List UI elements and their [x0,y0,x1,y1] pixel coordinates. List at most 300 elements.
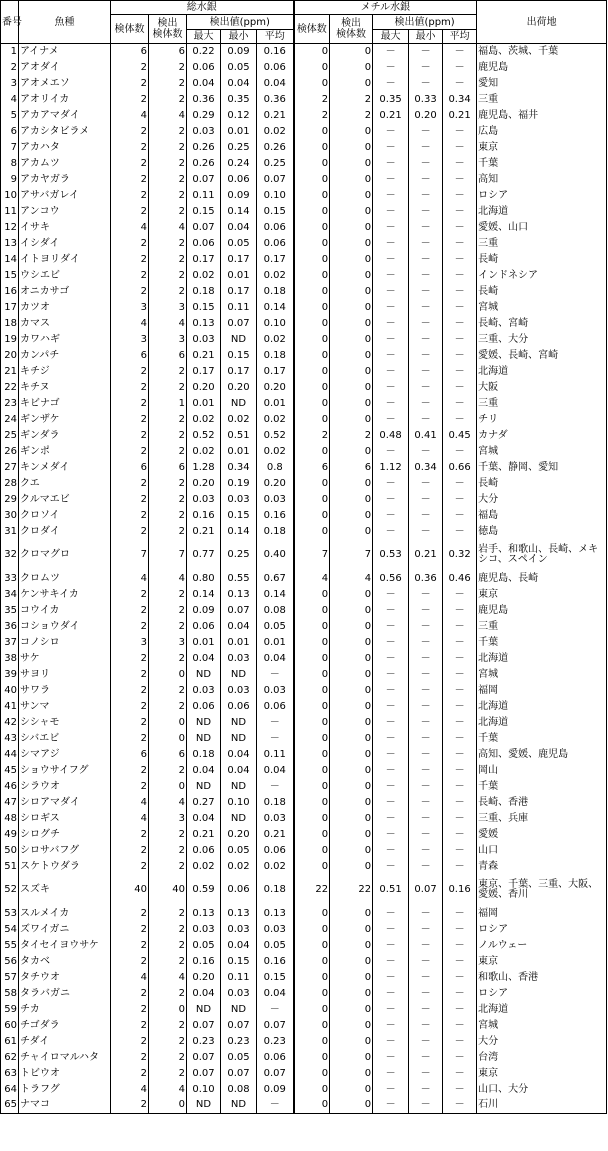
total-max: 0.06 [187,236,221,252]
methyl-max: － [373,444,409,460]
total-samples: 2 [111,859,149,875]
methyl-detected: 0 [330,619,373,635]
total-samples: 2 [111,1034,149,1050]
species-name: クエ [19,476,111,492]
total-detected: 2 [149,1050,187,1066]
methyl-samples: 0 [294,635,330,651]
total-detected: 2 [149,603,187,619]
origin: 長崎 [477,476,607,492]
total-samples: 3 [111,332,149,348]
methyl-avg: － [443,827,477,843]
methyl-detected: 0 [330,188,373,204]
methyl-samples: 0 [294,508,330,524]
species-name: アオリイカ [19,92,111,108]
methyl-min: － [409,1098,443,1114]
total-samples: 2 [111,140,149,156]
methyl-max: － [373,827,409,843]
methyl-samples: 0 [294,922,330,938]
row-number: 27 [1,460,19,476]
row-number: 57 [1,970,19,986]
total-avg: 0.04 [257,651,294,667]
methyl-avg: － [443,859,477,875]
row-number: 50 [1,843,19,859]
table-row [1,827,607,843]
methyl-detected: 0 [330,667,373,683]
total-samples: 4 [111,220,149,236]
methyl-max: － [373,779,409,795]
methyl-samples: 0 [294,156,330,172]
methyl-min: － [409,715,443,731]
methyl-min: － [409,284,443,300]
total-detected: 3 [149,332,187,348]
total-detected: 2 [149,60,187,76]
total-min: 0.07 [221,316,257,332]
header-origin: 出荷地 [477,1,607,44]
species-name: アカシタビラメ [19,124,111,140]
total-min: 0.10 [221,795,257,811]
origin: 愛媛、山口 [477,220,607,236]
total-avg: 0.13 [257,906,294,922]
methyl-samples: 4 [294,571,330,587]
methyl-detected: 22 [330,875,373,906]
total-detected: 2 [149,619,187,635]
total-avg: － [257,779,294,795]
methyl-avg: － [443,683,477,699]
table-row [1,76,607,92]
species-name: アカムツ [19,156,111,172]
species-name: アオダイ [19,60,111,76]
total-samples: 2 [111,938,149,954]
total-min: ND [221,332,257,348]
table-row [1,1082,607,1098]
methyl-avg: 0.34 [443,92,477,108]
methyl-max: － [373,156,409,172]
table-row [1,236,607,252]
total-max: 0.11 [187,188,221,204]
origin: 千葉 [477,731,607,747]
methyl-avg: － [443,970,477,986]
methyl-min: － [409,859,443,875]
total-min: 0.25 [221,540,257,571]
total-detected: 3 [149,635,187,651]
methyl-max: － [373,970,409,986]
total-avg: 0.04 [257,763,294,779]
methyl-avg: － [443,444,477,460]
methyl-min: － [409,524,443,540]
methyl-detected: 0 [330,172,373,188]
methyl-detected: 0 [330,268,373,284]
total-avg: 0.02 [257,412,294,428]
table-row [1,843,607,859]
header-total-max: 最大 [187,30,221,44]
methyl-samples: 0 [294,300,330,316]
total-min: ND [221,811,257,827]
total-detected: 2 [149,986,187,1002]
methyl-samples: 0 [294,970,330,986]
table-row [1,252,607,268]
species-name: ギンダラ [19,428,111,444]
total-max: 0.07 [187,220,221,236]
methyl-avg: － [443,332,477,348]
total-min: 0.05 [221,236,257,252]
species-name: シロギス [19,811,111,827]
methyl-max: － [373,476,409,492]
methyl-min: － [409,300,443,316]
table-row [1,986,607,1002]
row-number: 15 [1,268,19,284]
table-body [1,44,607,1114]
total-avg: 0.21 [257,827,294,843]
species-name: カンパチ [19,348,111,364]
table-row [1,428,607,444]
total-detected: 4 [149,108,187,124]
methyl-min: － [409,188,443,204]
origin: 鹿児島、長崎 [477,571,607,587]
total-avg: 0.02 [257,268,294,284]
methyl-avg: － [443,412,477,428]
methyl-detected: 0 [330,236,373,252]
methyl-samples: 0 [294,667,330,683]
species-name: トビウオ [19,1066,111,1082]
total-avg: 0.20 [257,380,294,396]
total-max: 0.15 [187,204,221,220]
total-max: 0.18 [187,284,221,300]
table-row [1,188,607,204]
total-samples: 4 [111,571,149,587]
species-name: ナマコ [19,1098,111,1114]
species-name: ギンザケ [19,412,111,428]
species-name: ギンポ [19,444,111,460]
total-samples: 2 [111,1098,149,1114]
total-max: 0.13 [187,316,221,332]
total-min: 0.05 [221,843,257,859]
methyl-detected: 0 [330,795,373,811]
total-max: ND [187,715,221,731]
total-min: 0.02 [221,412,257,428]
methyl-avg: 0.45 [443,428,477,444]
total-samples: 6 [111,44,149,60]
total-samples: 2 [111,587,149,603]
total-avg: 0.06 [257,220,294,236]
species-name: タイセイヨウサケ [19,938,111,954]
methyl-min: － [409,827,443,843]
total-max: ND [187,779,221,795]
total-max: 1.28 [187,460,221,476]
methyl-avg: － [443,364,477,380]
methyl-detected: 0 [330,300,373,316]
origin: 東京、千葉、三重、大阪、愛媛、香川 [477,875,607,906]
total-samples: 2 [111,444,149,460]
methyl-max: － [373,1066,409,1082]
total-max: 0.04 [187,651,221,667]
row-number: 58 [1,986,19,1002]
row-number: 9 [1,172,19,188]
methyl-min: － [409,970,443,986]
total-max: 0.16 [187,954,221,970]
header-methyl-avg: 平均 [443,30,477,44]
species-name: キチジ [19,364,111,380]
species-name: オニカサゴ [19,284,111,300]
methyl-samples: 0 [294,44,330,60]
table-row [1,875,607,906]
total-avg: 0.05 [257,938,294,954]
total-avg: 0.15 [257,970,294,986]
total-detected: 2 [149,364,187,380]
methyl-samples: 0 [294,1098,330,1114]
row-number: 17 [1,300,19,316]
total-max: 0.21 [187,827,221,843]
methyl-avg: － [443,252,477,268]
row-number: 41 [1,699,19,715]
methyl-max: － [373,76,409,92]
methyl-avg: － [443,1066,477,1082]
total-samples: 2 [111,60,149,76]
total-detected: 2 [149,763,187,779]
methyl-max: － [373,635,409,651]
methyl-max: － [373,492,409,508]
table-row [1,476,607,492]
total-avg: 0.18 [257,795,294,811]
row-number: 4 [1,92,19,108]
total-max: 0.07 [187,172,221,188]
table-row [1,795,607,811]
total-samples: 2 [111,92,149,108]
total-min: 0.25 [221,140,257,156]
methyl-avg: － [443,44,477,60]
total-samples: 2 [111,619,149,635]
methyl-detected: 0 [330,124,373,140]
methyl-samples: 0 [294,316,330,332]
total-samples: 2 [111,699,149,715]
methyl-min: － [409,140,443,156]
species-name: ケンサキイカ [19,587,111,603]
methyl-max: － [373,284,409,300]
total-min: 0.24 [221,156,257,172]
origin: チリ [477,412,607,428]
total-avg: 0.03 [257,922,294,938]
methyl-min: － [409,444,443,460]
methyl-samples: 0 [294,843,330,859]
origin: 大分 [477,492,607,508]
total-samples: 2 [111,428,149,444]
total-max: 0.07 [187,1018,221,1034]
species-name: スケトウダラ [19,859,111,875]
total-min: 0.03 [221,986,257,1002]
origin: 千葉 [477,156,607,172]
species-name: サンマ [19,699,111,715]
total-avg: － [257,1098,294,1114]
row-number: 63 [1,1066,19,1082]
total-samples: 2 [111,603,149,619]
total-samples: 4 [111,316,149,332]
row-number: 2 [1,60,19,76]
total-samples: 2 [111,731,149,747]
total-detected: 2 [149,188,187,204]
methyl-detected: 0 [330,316,373,332]
methyl-detected: 0 [330,204,373,220]
total-min: 0.01 [221,268,257,284]
total-max: 0.10 [187,1082,221,1098]
table-row [1,284,607,300]
total-max: 0.20 [187,476,221,492]
methyl-avg: － [443,236,477,252]
methyl-max: － [373,1050,409,1066]
methyl-samples: 0 [294,60,330,76]
methyl-max: － [373,140,409,156]
methyl-max: － [373,364,409,380]
methyl-samples: 0 [294,188,330,204]
total-detected: 2 [149,906,187,922]
species-name: カワハギ [19,332,111,348]
methyl-max: － [373,124,409,140]
species-name: アイナメ [19,44,111,60]
methyl-min: － [409,508,443,524]
methyl-avg: － [443,587,477,603]
total-samples: 2 [111,667,149,683]
methyl-samples: 0 [294,492,330,508]
total-avg: 0.02 [257,124,294,140]
methyl-avg: － [443,124,477,140]
total-min: 0.02 [221,859,257,875]
methyl-detected: 0 [330,156,373,172]
header-total-hg: 総水銀 [111,1,294,15]
table-row [1,60,607,76]
row-number: 1 [1,44,19,60]
species-name: シバエビ [19,731,111,747]
origin: 鹿児島 [477,603,607,619]
row-number: 3 [1,76,19,92]
total-avg: 0.07 [257,1018,294,1034]
total-detected: 2 [149,524,187,540]
species-name: クロマグロ [19,540,111,571]
row-number: 13 [1,236,19,252]
methyl-detected: 0 [330,954,373,970]
methyl-max: 0.35 [373,92,409,108]
origin: 宮城 [477,667,607,683]
total-avg: － [257,1002,294,1018]
methyl-min: － [409,252,443,268]
origin: 広島 [477,124,607,140]
table-row [1,1066,607,1082]
total-min: 0.19 [221,476,257,492]
methyl-max: － [373,1082,409,1098]
total-avg: － [257,731,294,747]
origin: 長崎 [477,284,607,300]
total-max: 0.03 [187,683,221,699]
methyl-samples: 0 [294,76,330,92]
methyl-max: － [373,300,409,316]
row-number: 19 [1,332,19,348]
total-avg: 0.16 [257,508,294,524]
origin: 山口、大分 [477,1082,607,1098]
methyl-max: － [373,651,409,667]
header-methyl-max: 最大 [373,30,409,44]
methyl-detected: 0 [330,1018,373,1034]
table-row [1,300,607,316]
total-avg: 0.14 [257,587,294,603]
methyl-min: － [409,779,443,795]
total-samples: 4 [111,795,149,811]
methyl-min: － [409,603,443,619]
total-min: 0.04 [221,763,257,779]
total-avg: 0.06 [257,60,294,76]
origin: 長崎、香港 [477,795,607,811]
total-max: ND [187,667,221,683]
methyl-min: － [409,811,443,827]
row-number: 43 [1,731,19,747]
total-avg: 0.01 [257,635,294,651]
methyl-avg: － [443,140,477,156]
methyl-detected: 0 [330,715,373,731]
total-min: 0.09 [221,188,257,204]
total-samples: 2 [111,156,149,172]
row-number: 36 [1,619,19,635]
total-avg: 0.11 [257,747,294,763]
methyl-samples: 0 [294,268,330,284]
methyl-avg: － [443,508,477,524]
total-max: 0.02 [187,859,221,875]
header-total-detected: 検出 検体数 [149,15,187,44]
total-detected: 2 [149,380,187,396]
methyl-avg: 0.21 [443,108,477,124]
total-max: 0.06 [187,699,221,715]
total-max: 0.23 [187,1034,221,1050]
total-samples: 2 [111,412,149,428]
total-detected: 2 [149,156,187,172]
methyl-avg: － [443,906,477,922]
methyl-samples: 0 [294,859,330,875]
methyl-detected: 0 [330,1082,373,1098]
origin: 北海道 [477,715,607,731]
table-row [1,124,607,140]
species-name: クルマエビ [19,492,111,508]
table-row [1,747,607,763]
total-max: 0.02 [187,444,221,460]
methyl-min: － [409,364,443,380]
total-samples: 4 [111,1082,149,1098]
methyl-min: － [409,204,443,220]
total-detected: 3 [149,300,187,316]
species-name: チゴダラ [19,1018,111,1034]
table-row [1,938,607,954]
methyl-max: － [373,1034,409,1050]
methyl-samples: 2 [294,92,330,108]
methyl-avg: － [443,316,477,332]
total-min: 0.06 [221,172,257,188]
total-max: 0.07 [187,1050,221,1066]
methyl-max: － [373,316,409,332]
table-row [1,220,607,236]
total-min: 0.11 [221,970,257,986]
methyl-avg: － [443,667,477,683]
total-min: 0.05 [221,1050,257,1066]
total-avg: 0.06 [257,843,294,859]
origin: 三重 [477,236,607,252]
methyl-avg: － [443,747,477,763]
total-min: 0.13 [221,587,257,603]
origin: 福岡 [477,906,607,922]
methyl-avg: － [443,651,477,667]
methyl-detected: 0 [330,1002,373,1018]
methyl-avg: － [443,986,477,1002]
total-max: 0.04 [187,986,221,1002]
row-number: 18 [1,316,19,332]
total-max: 0.04 [187,811,221,827]
methyl-avg: － [443,954,477,970]
methyl-min: 0.20 [409,108,443,124]
row-number: 23 [1,396,19,412]
methyl-min: － [409,1018,443,1034]
